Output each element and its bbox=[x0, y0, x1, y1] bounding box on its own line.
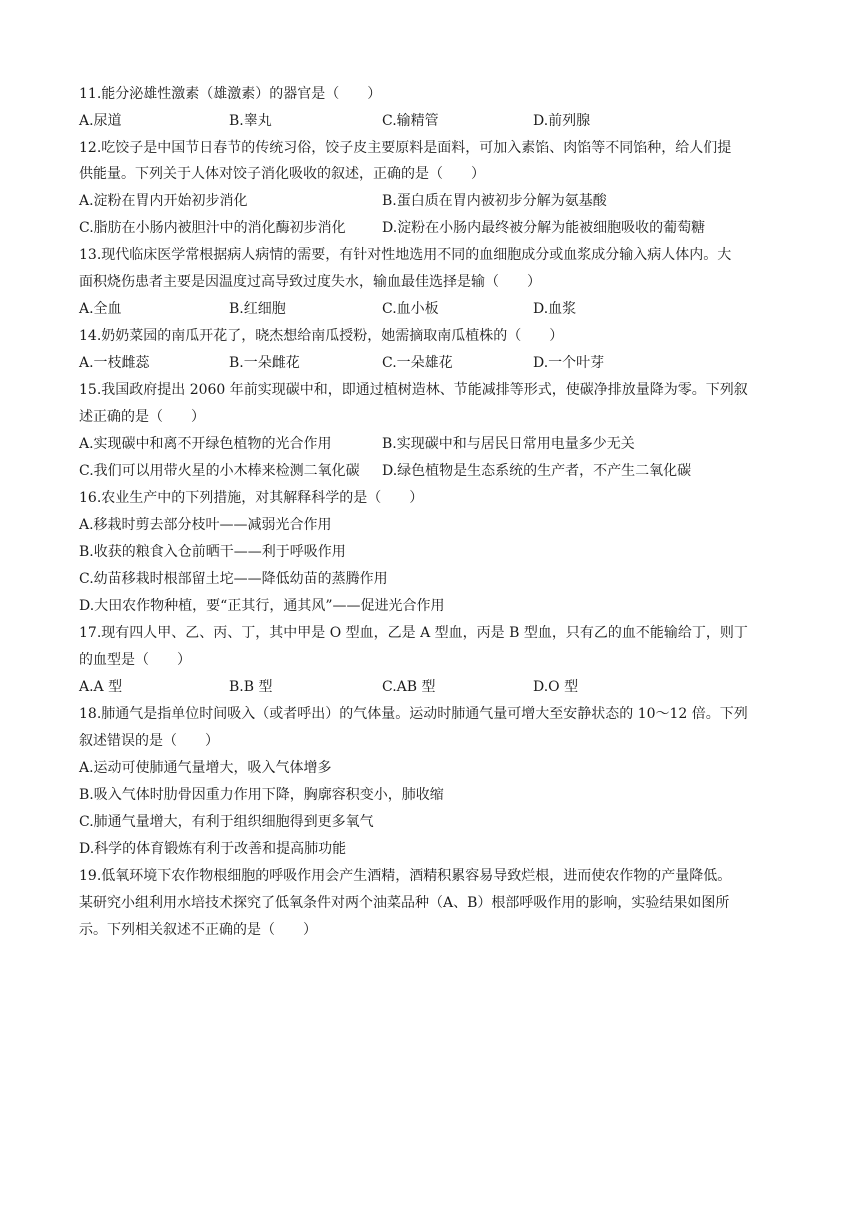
q13-option-d: D.血浆 bbox=[533, 301, 577, 317]
q15-option-d: D.绿色植物是生态系统的生产者，不产生二氧化碳 bbox=[382, 463, 692, 479]
question-13-stem-line1: 13.现代临床医学常根据病人病情的需要，有针对性地选用不同的血细胞成分或血浆成分输入病人体内。大 bbox=[79, 247, 732, 263]
q12-option-c: C.脂肪在小肠内被胆汁中的消化酶初步消化 bbox=[79, 220, 346, 236]
question-19-stem-line3: 示。下列相关叙述不正确的是（ ） bbox=[79, 922, 317, 938]
question-15-stem-line1: 15.我国政府提出 2060 年前实现碳中和，即通过植树造林、节能减排等形式，使碳净排放量降为零。下列叙 bbox=[79, 382, 748, 398]
q13-option-a: A.全血 bbox=[79, 301, 122, 317]
q11-option-d: D.前列腺 bbox=[533, 113, 591, 129]
q18-option-a: A.运动可使肺通气量增大，吸入气体增多 bbox=[79, 760, 332, 776]
q15-option-b: B.实现碳中和与居民日常用电量多少无关 bbox=[382, 436, 635, 452]
q13-option-b: B.红细胞 bbox=[229, 301, 286, 317]
question-18-stem-line1: 18.肺通气是指单位时间吸入（或者呼出）的气体量。运动时肺通气量可增大至安静状态的 10～12 倍。下列 bbox=[79, 706, 748, 722]
q13-option-c: C.血小板 bbox=[382, 301, 439, 317]
q14-option-d: D.一个叶芽 bbox=[533, 355, 605, 371]
question-17-stem-line1: 17.现有四人甲、乙、丙、丁，其中甲是 O 型血，乙是 A 型血，丙是 B 型血，只有乙的血不能输给丁，则丁 bbox=[79, 625, 748, 641]
q14-option-b: B.一朵雌花 bbox=[229, 355, 300, 371]
q14-option-c: C.一朵雄花 bbox=[382, 355, 453, 371]
q11-option-c: C.输精管 bbox=[382, 113, 439, 129]
question-18-stem-line2: 叙述错误的是（ ） bbox=[79, 733, 219, 749]
q12-option-b: B.蛋白质在胃内被初步分解为氨基酸 bbox=[382, 193, 607, 209]
question-11-stem: 11.能分泌雄性激素（雄激素）的器官是（ ） bbox=[79, 86, 382, 102]
q16-option-d: D.大田农作物种植，要“正其行，通其风”——促进光合作用 bbox=[79, 598, 445, 614]
question-17-stem-line2: 的血型是（ ） bbox=[79, 652, 191, 668]
question-19-stem-line1: 19.低氧环境下农作物根细胞的呼吸作用会产生酒精，酒精积累容易导致烂根，进而使农作物的产量降低。 bbox=[79, 868, 732, 884]
question-16-stem: 16.农业生产中的下列措施，对其解释科学的是（ ） bbox=[79, 490, 424, 506]
q17-option-d: D.O 型 bbox=[533, 679, 579, 695]
q15-option-c: C.我们可以用带火星的小木棒来检测二氧化碳 bbox=[79, 463, 360, 479]
q18-option-c: C.肺通气量增大，有利于组织细胞得到更多氧气 bbox=[79, 814, 374, 830]
question-12-stem-line1: 12.吃饺子是中国节日春节的传统习俗，饺子皮主要原料是面料，可加入素馅、肉馅等不同馅种，给人们提 bbox=[79, 140, 732, 156]
question-12-stem-line2: 供能量。下列关于人体对饺子消化吸收的叙述，正确的是（ ） bbox=[79, 166, 485, 182]
q18-option-d: D.科学的体育锻炼有利于改善和提高肺功能 bbox=[79, 841, 347, 857]
q17-option-b: B.B 型 bbox=[229, 679, 273, 695]
q16-option-b: B.收获的粮食入仓前晒干——利于呼吸作用 bbox=[79, 544, 346, 560]
q16-option-c: C.幼苗移栽时根部留土坨——降低幼苗的蒸腾作用 bbox=[79, 571, 388, 587]
q18-option-b: B.吸入气体时肋骨因重力作用下降，胸廓容积变小，肺收缩 bbox=[79, 787, 444, 803]
q12-option-a: A.淀粉在胃内开始初步消化 bbox=[79, 193, 248, 209]
q11-option-a: A.尿道 bbox=[79, 113, 122, 129]
question-15-stem-line2: 述正确的是（ ） bbox=[79, 409, 205, 425]
question-13-stem-line2: 面积烧伤患者主要是因温度过高导致过度失水，输血最佳选择是输（ ） bbox=[79, 274, 541, 290]
q17-option-c: C.AB 型 bbox=[382, 679, 436, 695]
q15-option-a: A.实现碳中和离不开绿色植物的光合作用 bbox=[79, 436, 332, 452]
q16-option-a: A.移栽时剪去部分枝叶——减弱光合作用 bbox=[79, 517, 332, 533]
q11-option-b: B.睾丸 bbox=[229, 113, 272, 129]
question-14-stem: 14.奶奶菜园的南瓜开花了，晓杰想给南瓜授粉，她需摘取南瓜植株的（ ） bbox=[79, 328, 564, 344]
q12-option-d: D.淀粉在小肠内最终被分解为能被细胞吸收的葡萄糖 bbox=[382, 220, 706, 236]
q14-option-a: A.一枝雌蕊 bbox=[79, 355, 150, 371]
question-19-stem-line2: 某研究小组利用水培技术探究了低氧条件对两个油菜品种（A、B）根部呼吸作用的影响，实验结果如图所 bbox=[79, 895, 730, 911]
q17-option-a: A.A 型 bbox=[79, 679, 123, 695]
